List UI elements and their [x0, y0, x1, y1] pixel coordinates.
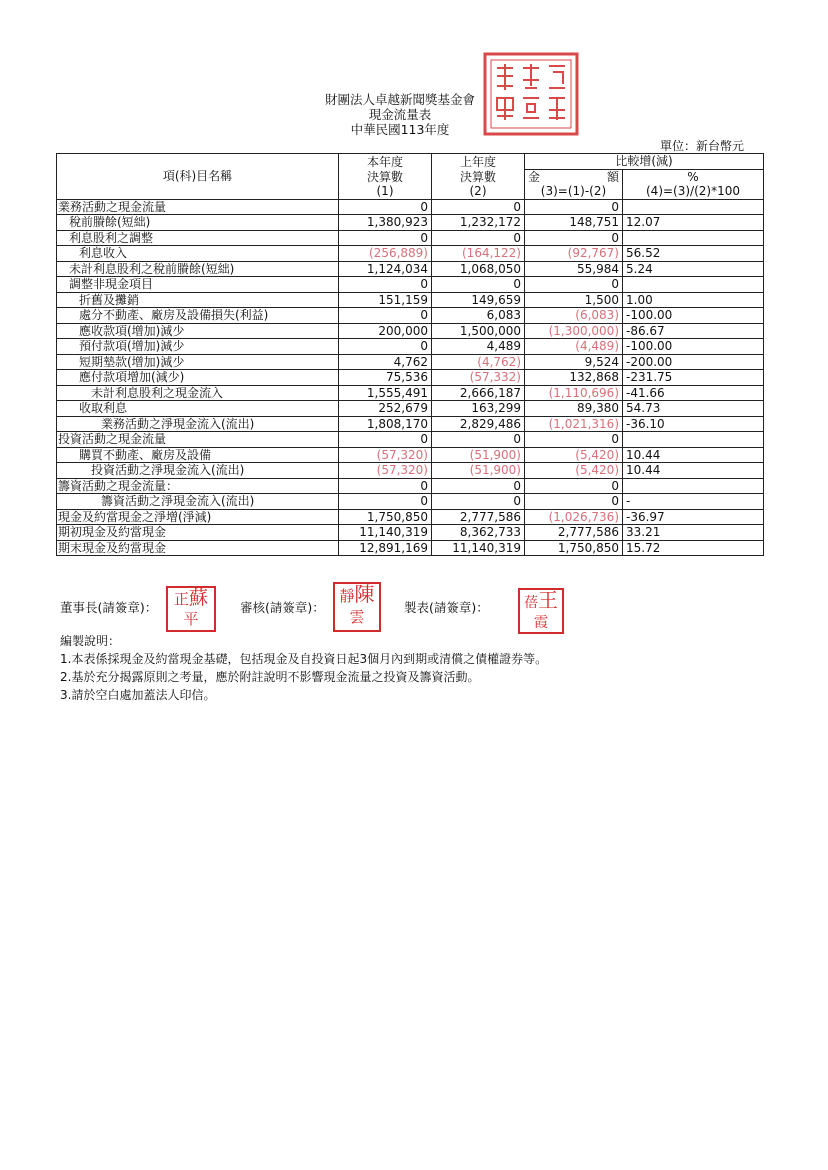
- table-row: [57, 509, 764, 525]
- row-item-name: 期末現金及約當現金: [57, 540, 339, 556]
- cash-flow-rows: [57, 199, 764, 556]
- row-current-value: 0: [339, 308, 432, 324]
- header-percent-formula: (4)=(3)/(2)*100: [623, 184, 764, 199]
- row-current-value: 12,891,169: [339, 540, 432, 556]
- row-percent: -36.97: [623, 509, 764, 525]
- header-current-year: 本年度: [339, 154, 432, 170]
- row-item-name: 期初現金及約當現金: [57, 525, 339, 541]
- row-difference: 0: [525, 432, 623, 448]
- row-percent: 1.00: [623, 292, 764, 308]
- row-item-name: 未計利息股利之現金流入: [57, 385, 339, 401]
- note-item: 1.本表係採現金及約當現金基礎，包括現金及自投資日起3個月內到期或清償之債權證券等。: [60, 652, 548, 666]
- row-difference: (6,083): [525, 308, 623, 324]
- row-prior-value: 8,362,733: [432, 525, 525, 541]
- row-prior-value: 0: [432, 494, 525, 510]
- preparation-notes: [60, 632, 547, 704]
- row-percent: 12.07: [623, 215, 764, 231]
- row-current-value: 0: [339, 230, 432, 246]
- row-difference: 148,751: [525, 215, 623, 231]
- table-row: [57, 308, 764, 324]
- header-item-name: 項(科)目名稱: [57, 154, 339, 200]
- row-current-value: 1,124,034: [339, 261, 432, 277]
- row-item-name: 處分不動產、廠房及設備損失(利益): [57, 308, 339, 324]
- row-percent: 15.72: [623, 540, 764, 556]
- row-item-name: 應付款項增加(減少): [57, 370, 339, 386]
- row-percent: -36.10: [623, 416, 764, 432]
- header-comparison: 比較增(減): [525, 154, 764, 170]
- header-prior-code: (2): [432, 184, 525, 199]
- row-percent: [623, 277, 764, 293]
- prepare-signature-label: 製表(請簽章)：: [404, 600, 489, 615]
- review-stamp: [333, 582, 381, 632]
- table-row: [57, 401, 764, 417]
- table-row: [57, 261, 764, 277]
- row-difference: 0: [525, 199, 623, 215]
- chair-stamp: [166, 586, 216, 632]
- note-item: 3.請於空白處加蓋法人印信。: [60, 688, 216, 702]
- row-percent: [623, 199, 764, 215]
- review-stamp-char-3: 雲: [349, 608, 365, 626]
- prepare-stamp-char-1: 蓓: [524, 595, 538, 611]
- table-row: [57, 494, 764, 510]
- organization-seal: [483, 52, 579, 136]
- chair-stamp-char-2: 蘇: [189, 587, 209, 609]
- row-percent: -41.66: [623, 385, 764, 401]
- row-difference: (1,021,316): [525, 416, 623, 432]
- row-difference: (5,420): [525, 463, 623, 479]
- row-item-name: 收取利息: [57, 401, 339, 417]
- org-name: 財團法人卓越新聞獎基金會: [324, 92, 475, 107]
- row-current-value: 0: [339, 478, 432, 494]
- row-percent: [623, 230, 764, 246]
- notes-heading: 編製說明：: [60, 634, 121, 648]
- row-prior-value: 0: [432, 432, 525, 448]
- row-difference: (1,026,736): [525, 509, 623, 525]
- row-prior-value: 1,068,050: [432, 261, 525, 277]
- row-difference: 1,500: [525, 292, 623, 308]
- prepare-stamp: [518, 588, 564, 634]
- row-prior-value: (57,332): [432, 370, 525, 386]
- chair-stamp-char-3: 平: [183, 610, 199, 628]
- row-difference: 55,984: [525, 261, 623, 277]
- row-prior-value: 11,140,319: [432, 540, 525, 556]
- row-percent: -: [623, 494, 764, 510]
- table-row: [57, 199, 764, 215]
- row-item-name: 利息收入: [57, 246, 339, 262]
- row-prior-value: 149,659: [432, 292, 525, 308]
- row-item-name: 業務活動之淨現金流入(流出): [57, 416, 339, 432]
- row-prior-value: 1,500,000: [432, 323, 525, 339]
- row-percent: -100.00: [623, 339, 764, 355]
- table-row: [57, 339, 764, 355]
- row-prior-value: 0: [432, 478, 525, 494]
- row-prior-value: (164,122): [432, 246, 525, 262]
- row-item-name: 折舊及攤銷: [57, 292, 339, 308]
- row-difference: (1,110,696): [525, 385, 623, 401]
- table-row: [57, 478, 764, 494]
- table-row: [57, 323, 764, 339]
- row-item-name: 投資活動之現金流量: [57, 432, 339, 448]
- row-difference: 1,750,850: [525, 540, 623, 556]
- row-item-name: 籌資活動之淨現金流入(流出): [57, 494, 339, 510]
- row-prior-value: (51,900): [432, 447, 525, 463]
- row-item-name: 未計利息股利之稅前賸餘(短絀): [57, 261, 339, 277]
- review-stamp-char-1: 靜: [339, 587, 355, 605]
- row-difference: 0: [525, 478, 623, 494]
- row-percent: 10.44: [623, 463, 764, 479]
- header-prior-budget: 決算數: [432, 169, 525, 184]
- table-row: [57, 416, 764, 432]
- row-prior-value: (51,900): [432, 463, 525, 479]
- prepare-stamp-char-2: 王: [538, 588, 558, 612]
- row-current-value: 1,808,170: [339, 416, 432, 432]
- row-item-name: 短期墊款(增加)減少: [57, 354, 339, 370]
- row-current-value: (57,320): [339, 447, 432, 463]
- row-current-value: (256,889): [339, 246, 432, 262]
- currency-unit: 單位：新台幣元: [659, 139, 744, 153]
- row-difference: 9,524: [525, 354, 623, 370]
- table-row: [57, 370, 764, 386]
- row-prior-value: 2,666,187: [432, 385, 525, 401]
- row-current-value: 4,762: [339, 354, 432, 370]
- table-row: [57, 432, 764, 448]
- row-percent: -231.75: [623, 370, 764, 386]
- row-current-value: 200,000: [339, 323, 432, 339]
- row-current-value: 252,679: [339, 401, 432, 417]
- cash-flow-table: [56, 153, 764, 556]
- row-current-value: 0: [339, 432, 432, 448]
- table-row: [57, 230, 764, 246]
- table-row: [57, 385, 764, 401]
- row-percent: [623, 432, 764, 448]
- row-prior-value: 163,299: [432, 401, 525, 417]
- chair-stamp-char-1: 正: [173, 590, 189, 608]
- row-difference: 2,777,586: [525, 525, 623, 541]
- note-item: 2.基於充分揭露原則之考量，應於附註說明不影響現金流量之投資及籌資活動。: [60, 670, 480, 684]
- row-item-name: 業務活動之現金流量: [57, 199, 339, 215]
- table-row: [57, 525, 764, 541]
- period-label: 中華民國113年度: [350, 122, 450, 137]
- row-prior-value: 4,489: [432, 339, 525, 355]
- row-difference: (5,420): [525, 447, 623, 463]
- row-item-name: 稅前賸餘(短絀): [57, 215, 339, 231]
- header-current-budget: 決算數: [339, 169, 432, 184]
- row-current-value: 151,159: [339, 292, 432, 308]
- header-prior-year: 上年度: [432, 154, 525, 170]
- row-percent: [623, 478, 764, 494]
- row-current-value: (57,320): [339, 463, 432, 479]
- row-percent: -200.00: [623, 354, 764, 370]
- row-percent: 5.24: [623, 261, 764, 277]
- table-row: [57, 354, 764, 370]
- row-prior-value: 6,083: [432, 308, 525, 324]
- review-signature-label: 審核(請簽章)：: [240, 600, 325, 615]
- row-current-value: 1,555,491: [339, 385, 432, 401]
- row-percent: 56.52: [623, 246, 764, 262]
- row-percent: 33.21: [623, 525, 764, 541]
- table-row: [57, 463, 764, 479]
- table-row: [57, 540, 764, 556]
- row-current-value: 1,750,850: [339, 509, 432, 525]
- row-difference: (4,489): [525, 339, 623, 355]
- header-amount-formula: (3)=(1)-(2): [525, 184, 623, 199]
- row-item-name: 利息股利之調整: [57, 230, 339, 246]
- row-percent: -100.00: [623, 308, 764, 324]
- row-current-value: 0: [339, 277, 432, 293]
- statement-title: 現金流量表: [368, 107, 432, 122]
- header-current-code: (1): [339, 184, 432, 199]
- row-item-name: 預付款項(增加)減少: [57, 339, 339, 355]
- row-difference: 0: [525, 230, 623, 246]
- row-difference: (92,767): [525, 246, 623, 262]
- row-item-name: 籌資活動之現金流量：: [57, 478, 339, 494]
- row-difference: 0: [525, 277, 623, 293]
- row-current-value: 0: [339, 339, 432, 355]
- row-difference: 132,868: [525, 370, 623, 386]
- row-current-value: 1,380,923: [339, 215, 432, 231]
- header-amount: [525, 169, 623, 184]
- row-difference: (1,300,000): [525, 323, 623, 339]
- prepare-stamp-char-3: 霞: [534, 615, 548, 631]
- row-current-value: 0: [339, 199, 432, 215]
- header-amount-b: 額: [606, 169, 619, 184]
- review-stamp-char-2: 陳: [354, 582, 375, 606]
- row-prior-value: (4,762): [432, 354, 525, 370]
- row-prior-value: 0: [432, 230, 525, 246]
- row-prior-value: 0: [432, 277, 525, 293]
- table-row: [57, 215, 764, 231]
- row-percent: -86.67: [623, 323, 764, 339]
- row-current-value: 75,536: [339, 370, 432, 386]
- row-percent: 54.73: [623, 401, 764, 417]
- row-prior-value: 2,829,486: [432, 416, 525, 432]
- row-prior-value: 2,777,586: [432, 509, 525, 525]
- chair-signature-label: 董事長(請簽章)：: [60, 600, 158, 615]
- row-percent: 10.44: [623, 447, 764, 463]
- header-amount-a: 金: [528, 169, 541, 184]
- row-current-value: 11,140,319: [339, 525, 432, 541]
- row-difference: 0: [525, 494, 623, 510]
- row-item-name: 投資活動之淨現金流入(流出): [57, 463, 339, 479]
- table-row: [57, 246, 764, 262]
- row-item-name: 應收款項(增加)減少: [57, 323, 339, 339]
- header-percent: %: [623, 169, 764, 184]
- row-item-name: 現金及約當現金之淨增(淨減): [57, 509, 339, 525]
- table-row: [57, 277, 764, 293]
- table-row: [57, 447, 764, 463]
- row-difference: 89,380: [525, 401, 623, 417]
- row-prior-value: 1,232,172: [432, 215, 525, 231]
- row-item-name: 調整非現金項目: [57, 277, 339, 293]
- row-current-value: 0: [339, 494, 432, 510]
- row-item-name: 購買不動產、廠房及設備: [57, 447, 339, 463]
- table-row: [57, 292, 764, 308]
- row-prior-value: 0: [432, 199, 525, 215]
